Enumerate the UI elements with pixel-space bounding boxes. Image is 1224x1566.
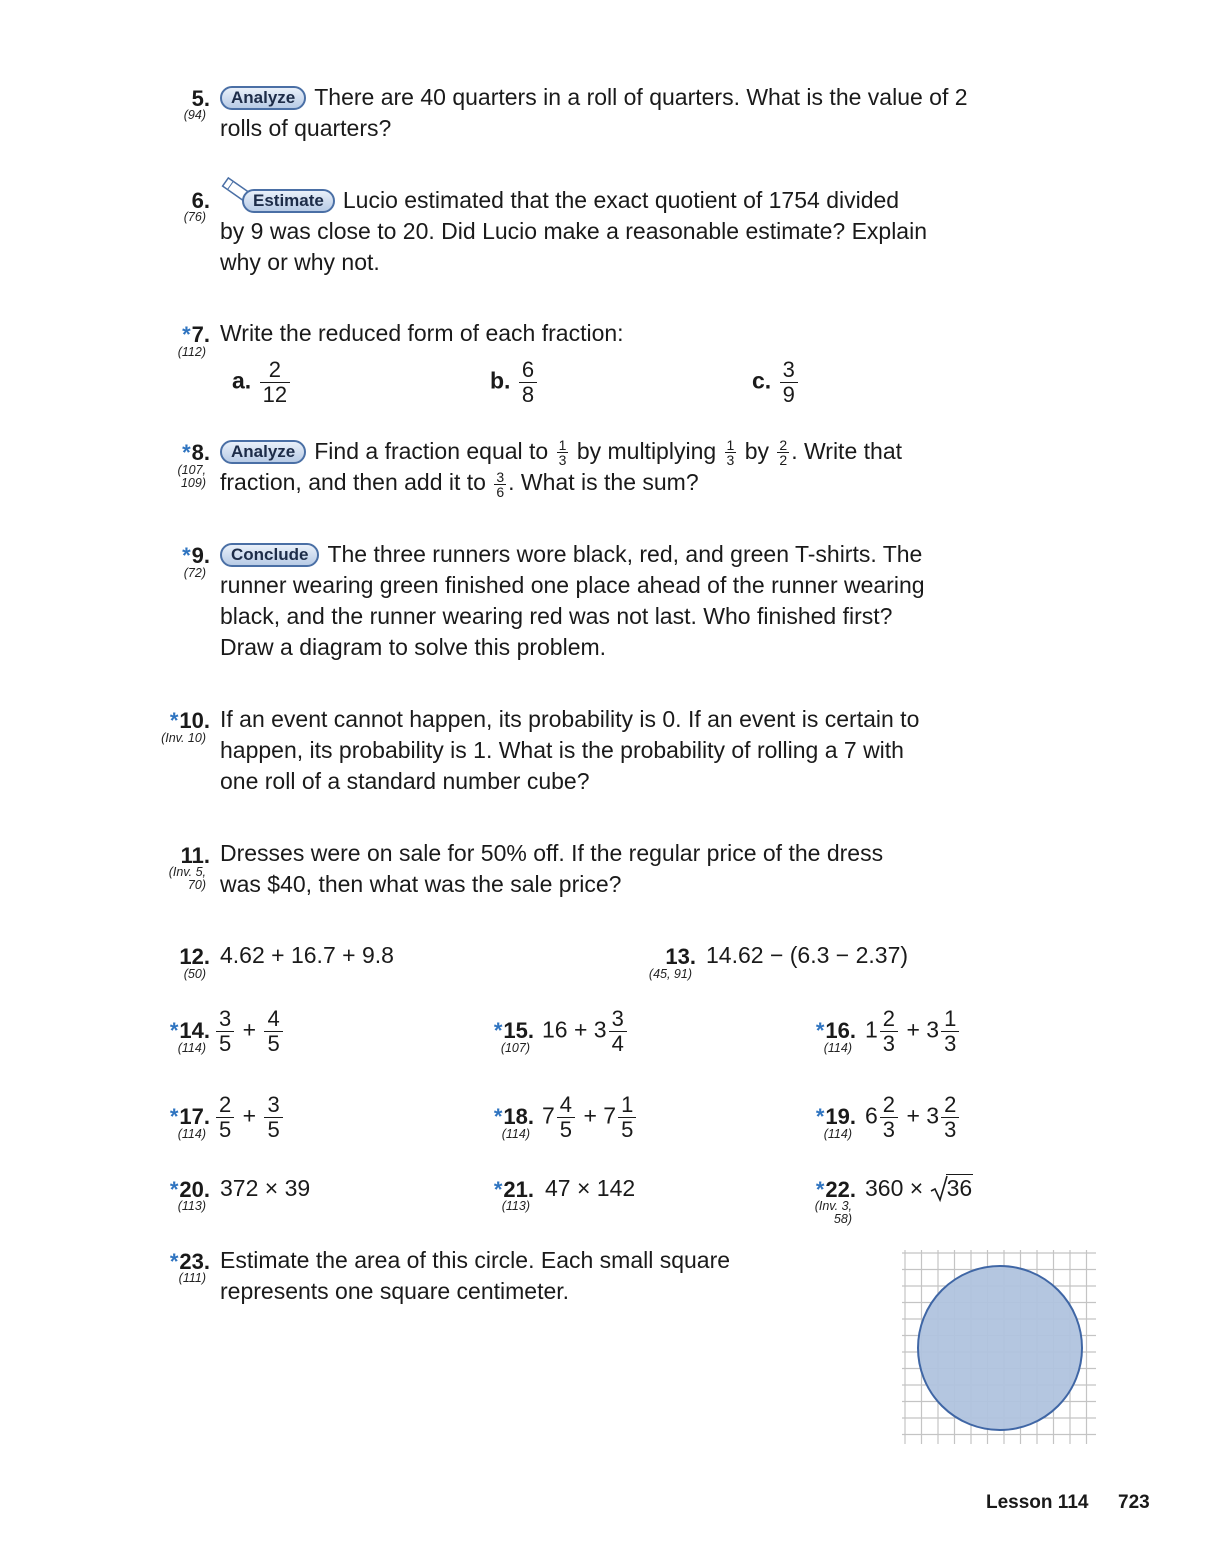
problem-14-number: *14. <box>169 1018 210 1043</box>
problem-16-ref: (114) <box>823 1041 852 1055</box>
problem-10-ref: (Inv. 10) <box>161 731 206 745</box>
problem-11-text: Dresses were on sale for 50% off. If the regular price of the dress was $40, then what was the sale price? <box>220 840 884 897</box>
problem-13-number: 13. <box>665 944 696 969</box>
problem-21-number: *21. <box>493 1177 534 1202</box>
problem-18-number: *18. <box>493 1104 534 1129</box>
problem-8-ref: (107, 109) <box>177 463 206 490</box>
page-number: 723 <box>1118 1492 1150 1513</box>
problem-19-ref: (114) <box>823 1127 852 1141</box>
problem-9-ref: (72) <box>183 566 206 580</box>
problem-14-ref: (114) <box>177 1041 206 1055</box>
problem-22-expr: 360 × 36 <box>865 1173 973 1204</box>
problem-5-number: 5. <box>191 86 210 111</box>
problem-14-expr: $\frac{3}{5}$ + $\frac{4}{5}$ <box>214 1007 285 1056</box>
problem-17-expr: $\frac{2}{5}$ + $\frac{3}{5}$ <box>214 1093 285 1142</box>
problem-23-ref: (111) <box>178 1271 206 1285</box>
problem-17-ref: (114) <box>177 1127 206 1141</box>
problem-10-text: If an event cannot happen, its probability is 0. If an event is certain to happen, its probability is 1. What is the probability of rolling a 7 with one roll of a standard number cube? <box>220 706 920 794</box>
problem-7a: a. $\frac{2}{12}$ <box>232 358 292 407</box>
problem-21-expr: 47 × 142 <box>545 1175 636 1201</box>
problem-13-expr: 14.62 − (6.3 − 2.37) <box>706 942 909 968</box>
problem-12-ref: (50) <box>183 967 206 981</box>
problem-6-number: 6. <box>191 188 210 213</box>
problem-15-expr: 16 + 3 $\frac{3}{4}$ <box>542 1007 629 1056</box>
problem-7b: b. $\frac{6}{8}$ <box>490 358 539 407</box>
lesson-label: Lesson 114 <box>986 1492 1089 1513</box>
problem-15-number: *15. <box>493 1018 534 1043</box>
problem-8-number: *8. <box>182 440 210 465</box>
problem-11-number: 11. <box>180 843 210 868</box>
problem-19-number: *19. <box>815 1104 856 1129</box>
problem-23-text: Estimate the area of this circle. Each small square represents one square centimeter. <box>220 1247 731 1304</box>
problem-5-ref: (94) <box>183 108 206 122</box>
problem-5-text: Analyze There are 40 quarters in a roll of quarters. What is the value of 2 rolls of quarters? <box>220 84 968 141</box>
estimate-badge: Estimate <box>242 189 335 213</box>
problem-7c: c. $\frac{3}{9}$ <box>752 358 800 407</box>
problem-9-text: Conclude The three runners wore black, red, and green T-shirts. The runner wearing green finished one place ahead of the runner wearing black, and the runner wearing red was not last. Who finished first? Draw a diagram to solve this problem. <box>220 541 925 660</box>
problem-22-number: *22. <box>815 1177 856 1202</box>
problem-18-expr: 7 $\frac{4}{5}$ + 7 $\frac{1}{5}$ <box>542 1093 638 1142</box>
problem-21-ref: (113) <box>501 1199 530 1213</box>
conclude-badge: Conclude <box>220 543 319 567</box>
problem-7-ref: (112) <box>177 345 206 359</box>
analyze-badge: Analyze <box>220 440 306 464</box>
problem-6-ref: (76) <box>183 210 206 224</box>
problem-20-number: *20. <box>169 1177 210 1202</box>
problem-12-expr: 4.62 + 16.7 + 9.8 <box>220 942 394 968</box>
problem-9-number: *9. <box>182 543 210 568</box>
problem-10-number: *10. <box>169 708 210 733</box>
problem-11-ref: (Inv. 5, 70) <box>168 865 206 892</box>
problem-13-ref: (45, 91) <box>648 967 692 981</box>
problem-7-text: Write the reduced form of each fraction: <box>220 320 624 346</box>
problem-12-number: 12. <box>179 944 210 969</box>
problem-15-ref: (107) <box>500 1041 530 1055</box>
problem-8-text: Analyze Find a fraction equal to $\frac{1}{3}$ by multiplying $\frac{1}{3}$ by $\frac{2}{2}$ . Write that fraction, and then add it to $\frac{3}{6}$ . What is the sum? <box>220 437 902 500</box>
circle <box>918 1266 1082 1430</box>
problem-17-number: *17. <box>169 1104 210 1129</box>
square-root: 36 <box>930 1173 974 1204</box>
problem-7-number: *7. <box>182 322 210 347</box>
problem-6-text: Estimate Lucio estimated that the exact quotient of 1754 divided by 9 was close to 20. Did Lucio make a reasonable estimate? Explain why or why not. <box>220 187 928 275</box>
problem-16-number: *16. <box>815 1018 856 1043</box>
problem-23-number: *23. <box>169 1249 210 1274</box>
problem-19-expr: 6 $\frac{2}{3}$ + 3 $\frac{2}{3}$ <box>865 1093 961 1142</box>
circle-grid-figure <box>900 1248 1100 1448</box>
analyze-badge: Analyze <box>220 86 306 110</box>
problem-20-ref: (113) <box>177 1199 206 1213</box>
problem-16-expr: 1 $\frac{2}{3}$ + 3 $\frac{1}{3}$ <box>865 1007 961 1056</box>
problem-20-expr: 372 × 39 <box>220 1175 311 1201</box>
problem-22-ref: (Inv. 3, 58) <box>814 1199 852 1226</box>
problem-18-ref: (114) <box>501 1127 530 1141</box>
